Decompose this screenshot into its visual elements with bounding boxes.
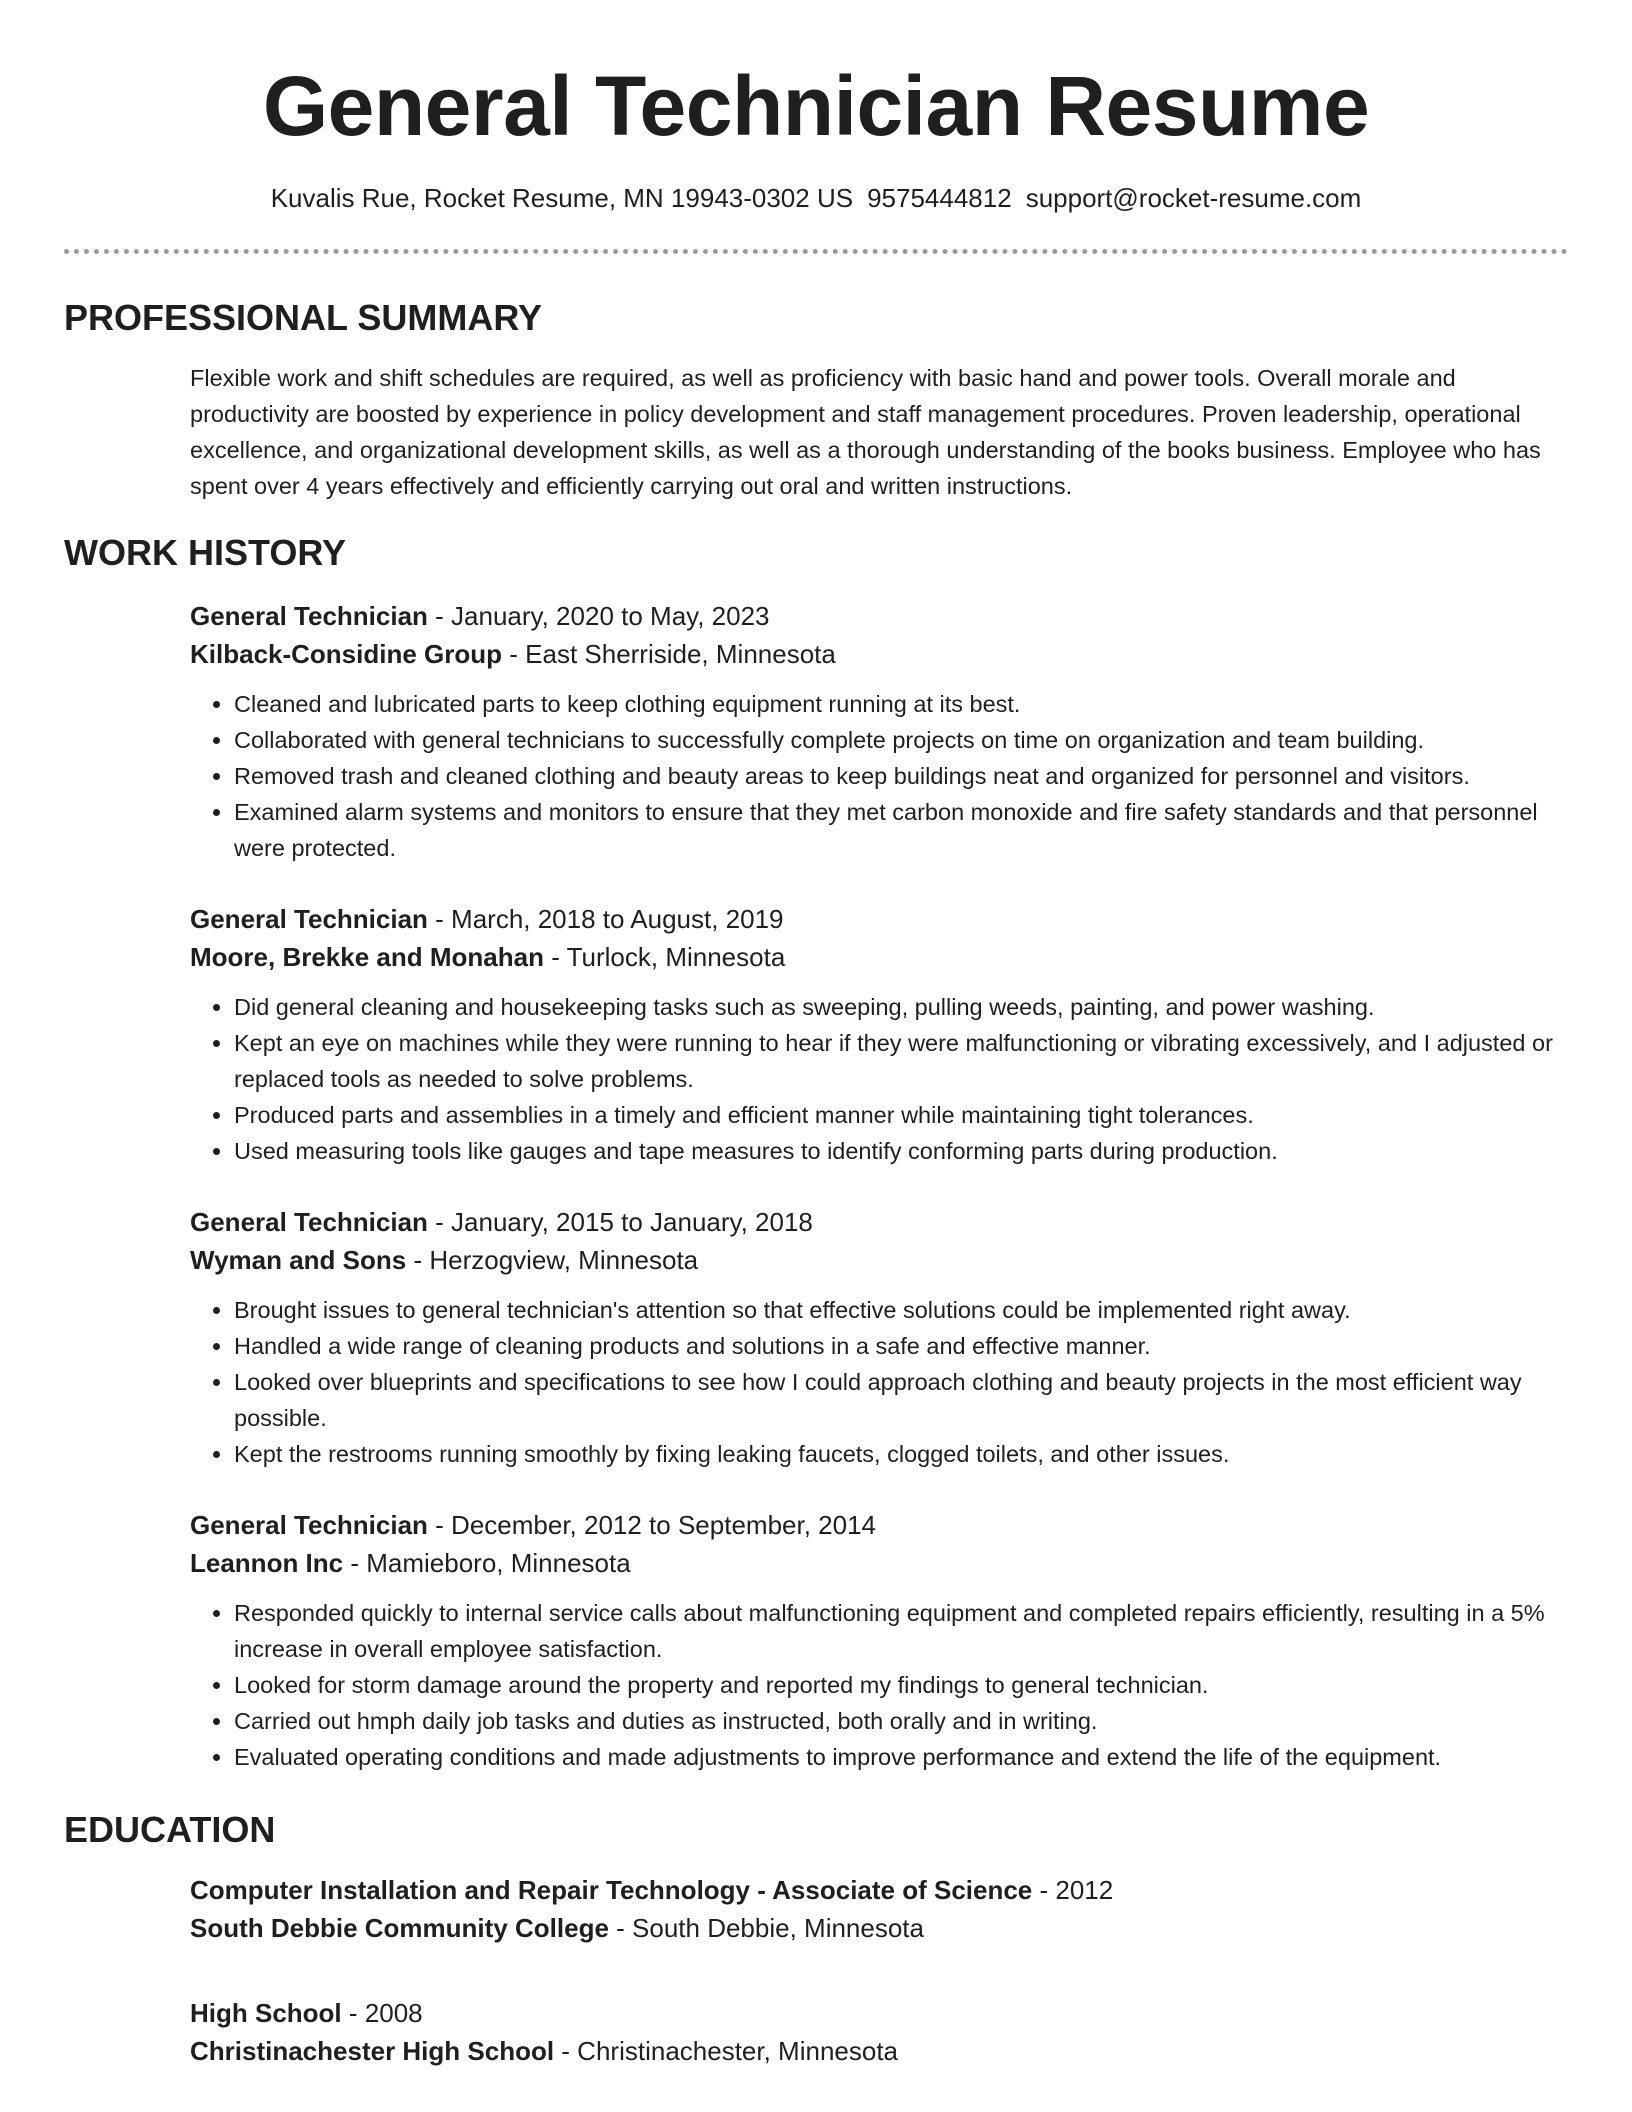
job-bullet: • Collaborated with general technicians to successfully complete projects on time on organization and team building. — [234, 722, 1570, 758]
job-bullet: • Cleaned and lubricated parts to keep clothing equipment running at its best. — [234, 686, 1570, 722]
education-school: South Debbie Community College — [190, 1913, 609, 1943]
job-bullet: • Did general cleaning and housekeeping tasks such as sweeping, pulling weeds, painting, and power washing. — [234, 989, 1570, 1025]
job-title: General Technician — [190, 601, 428, 631]
header-divider — [64, 249, 1568, 254]
work-history-heading: WORK HISTORY — [64, 532, 347, 573]
education-entry — [190, 1994, 1570, 2070]
job-bullet: • Evaluated operating conditions and made adjustments to improve performance and extend the life of the equipment. — [234, 1739, 1570, 1775]
job-entry — [190, 1203, 1570, 1472]
job-bullet: • Examined alarm systems and monitors to ensure that they met carbon monoxide and fire safety standards and that personnel were protected. — [234, 794, 1570, 866]
job-title: General Technician — [190, 904, 428, 934]
education-school-line — [190, 2032, 1570, 2070]
summary-text: Flexible work and shift schedules are required, as well as proficiency with basic hand and power tools. Overall morale and productivity are boosted by experience in policy development and staff management procedures. Proven leadership, operational excellence, and organizational development skills, as well as a thorough understanding of the books business. Employee who has spent over 4 years effectively and efficiently carrying out oral and written instructions. — [190, 365, 1541, 499]
job-bullet: • Looked for storm damage around the property and reported my findings to general technician. — [234, 1667, 1570, 1703]
job-company: Leannon Inc — [190, 1548, 344, 1578]
education-year: - 2012 — [1032, 1875, 1114, 1905]
job-company-line — [190, 1241, 1570, 1279]
job-title: General Technician — [190, 1510, 428, 1540]
education-degree: High School — [190, 1998, 342, 2028]
job-bullets — [190, 1595, 1570, 1775]
job-bullet: • Produced parts and assemblies in a timely and efficient manner while maintaining tight tolerances. — [234, 1097, 1570, 1133]
contact-address: Kuvalis Rue, Rocket Resume, MN 19943-0302 US — [270, 183, 854, 213]
summary-heading: PROFESSIONAL SUMMARY — [64, 297, 543, 338]
resume-title: General Technician Resume — [262, 59, 1370, 153]
job-bullet: • Removed trash and cleaned clothing and beauty areas to keep buildings neat and organized for personnel and visitors. — [234, 758, 1570, 794]
job-bullet: • Handled a wide range of cleaning products and solutions in a safe and effective manner. — [234, 1328, 1570, 1364]
job-bullet: • Kept the restrooms running smoothly by fixing leaking faucets, clogged toilets, and other issues. — [234, 1436, 1570, 1472]
education-heading: EDUCATION — [64, 1809, 276, 1850]
job-company-line — [190, 1544, 1570, 1582]
education-degree: Computer Installation and Repair Technology - Associate of Science — [190, 1875, 1033, 1905]
contact-line — [0, 180, 1632, 216]
job-title-line — [190, 900, 1570, 938]
job-bullets — [190, 989, 1570, 1169]
job-location: - Herzogview, Minnesota — [406, 1245, 699, 1275]
job-company: Moore, Brekke and Monahan — [190, 942, 544, 972]
contact-email[interactable]: support@rocket-resume.com — [1025, 183, 1362, 213]
job-dates: - March, 2018 to August, 2019 — [427, 904, 784, 934]
job-bullets — [190, 686, 1570, 866]
job-entry — [190, 1506, 1570, 1775]
job-title-line — [190, 597, 1570, 635]
job-company: Wyman and Sons — [190, 1245, 407, 1275]
job-company-line — [190, 635, 1570, 673]
education-school-line — [190, 1909, 1570, 1947]
education-location: - South Debbie, Minnesota — [608, 1913, 924, 1943]
job-bullet: • Brought issues to general technician's attention so that effective solutions could be implemented right away. — [234, 1292, 1570, 1328]
job-entry — [190, 597, 1570, 866]
job-dates: - January, 2020 to May, 2023 — [427, 601, 770, 631]
job-bullet: • Looked over blueprints and specifications to see how I could approach clothing and beauty projects in the most efficient way possible. — [234, 1364, 1570, 1436]
job-dates: - January, 2015 to January, 2018 — [427, 1207, 813, 1237]
job-bullet: • Responded quickly to internal service calls about malfunctioning equipment and completed repairs efficiently, resulting in a 5% increase in overall employee satisfaction. — [234, 1595, 1570, 1667]
job-company-line — [190, 938, 1570, 976]
education-degree-line — [190, 1994, 1570, 2032]
job-dates: - December, 2012 to September, 2014 — [427, 1510, 876, 1540]
education-entry — [190, 1871, 1570, 1947]
job-location: - Turlock, Minnesota — [543, 942, 786, 972]
education-degree-line — [190, 1871, 1570, 1909]
education-location: - Christinachester, Minnesota — [554, 2036, 899, 2066]
job-title-line — [190, 1506, 1570, 1544]
job-location: - East Sherriside, Minnesota — [502, 639, 836, 669]
job-bullet: • Used measuring tools like gauges and tape measures to identify conforming parts during production. — [234, 1133, 1570, 1169]
job-title: General Technician — [190, 1207, 428, 1237]
education-school: Christinachester High School — [190, 2036, 555, 2066]
contact-phone: 9575444812 — [867, 183, 1012, 213]
job-bullet: • Carried out hmph daily job tasks and duties as instructed, both orally and in writing. — [234, 1703, 1570, 1739]
education-year: - 2008 — [341, 1998, 423, 2028]
job-bullets — [190, 1292, 1570, 1472]
job-entry — [190, 900, 1570, 1169]
job-location: - Mamieboro, Minnesota — [343, 1548, 631, 1578]
job-title-line — [190, 1203, 1570, 1241]
job-company: Kilback-Considine Group — [190, 639, 503, 669]
job-bullet: • Kept an eye on machines while they were running to hear if they were malfunctioning or vibrating excessively, and I adjusted or replaced tools as needed to solve problems. — [234, 1025, 1570, 1097]
